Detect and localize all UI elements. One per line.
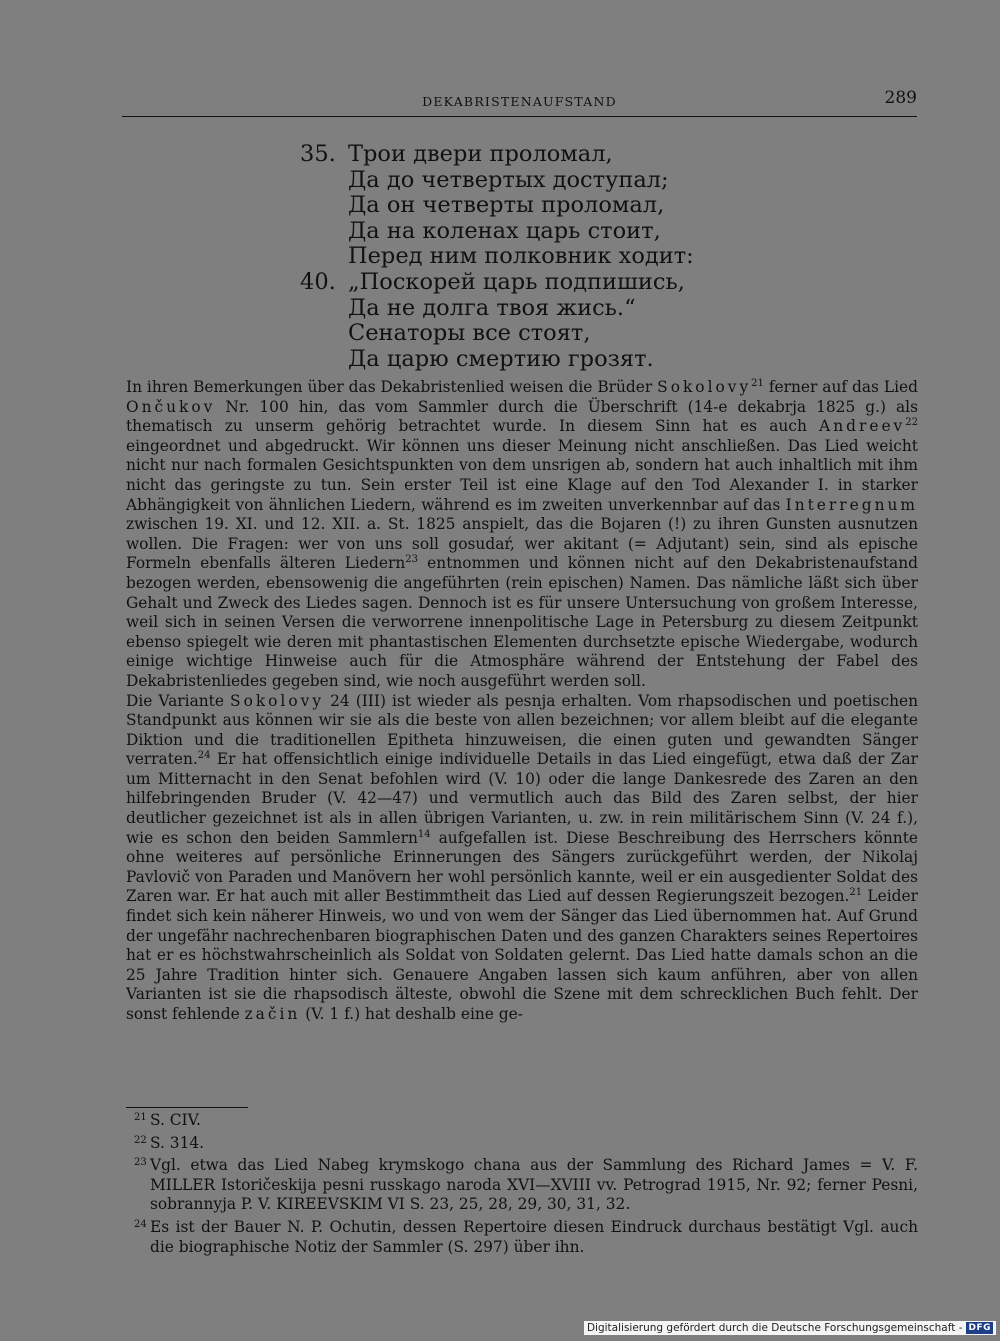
spaced-name: Ončukov	[126, 397, 216, 416]
footnote-ref: 21	[849, 887, 863, 899]
poem-line-text: Сенаторы все стоят,	[348, 320, 591, 347]
spaced-name: Sokolovy	[230, 691, 325, 710]
spaced-term: začin	[244, 1005, 301, 1023]
poem-line-text: Трои двери проломал,	[348, 141, 613, 167]
footer-text: Digitalisierung gefördert durch die Deutsche Forschungsgemeinschaft -	[586, 1322, 963, 1334]
poem-line	[300, 193, 860, 219]
poem-line	[300, 296, 860, 322]
poem-line-text: Да царю смертию грозят.	[348, 345, 654, 372]
paragraph	[126, 378, 918, 692]
poem-line	[300, 347, 860, 373]
footnote-text: Vgl. etwa das Lied Nabeg krymskogo chana aus der Sammlung des Richard James = V. F. MILLER Istoričeskija pesni russkago naroda XVI—XVIII vv. Petrograd 1915, Nr. 92; ferner Pesni, sobrannyja P. V. KIREEVSKIM VI S. 23, 25, 28, 29, 30, 31, 32.	[150, 1156, 918, 1214]
footnote-marker: 23	[134, 1157, 147, 1169]
footnote	[134, 1134, 918, 1154]
footnotes	[134, 1111, 918, 1260]
text-run: ferner auf das Lied	[763, 378, 918, 396]
poem-line	[300, 244, 860, 270]
footnote-ref: 23	[405, 554, 419, 566]
poem-line	[300, 219, 860, 245]
dfg-logo: DFG	[968, 1323, 991, 1333]
running-header	[122, 88, 917, 117]
poem-line	[300, 168, 860, 194]
poem-line-text: Да не долга твоя жись.“	[348, 294, 636, 321]
footnote-ref: 21	[751, 377, 764, 389]
footnote-ref: 14	[417, 828, 431, 840]
text-run: Leider findet sich kein näherer Hinweis, wo und von wem der Sänger das Lied übernommen hat. Auf Grund der ungefähr nachrechenbaren biographischen Daten und des ganzen Charakters seines Repertoires hat er es höchstwahrscheinlich als Soldat von Soldaten gelernt. Das Lied hatte damals schon an die 25 Jahre Tradition hinter sich. Genauere Angaben lassen sich kaum anführen, aber von allen Varianten ist sie die rhapsodisch älteste, obwohl die Szene mit dem schrecklichen Buch fehlt. Der sonst fehlende	[126, 887, 918, 1023]
line-number: 35.	[300, 141, 336, 167]
poem-line-text: „Поскорей царь подпишись,	[348, 268, 685, 295]
line-number: 40.	[300, 268, 336, 295]
body-text	[126, 378, 918, 1025]
text-run: In ihren Bemerkungen über das Dekabristenlied weisen die Brüder	[126, 378, 658, 396]
text-run: zwischen 19. XI. und 12. XII. a. St. 1825 anspielt, das die Bojaren (!) zu ihren Gunsten ausnutzen wollen. Die Fragen: wer von uns soll gosudaŕ, wer akitant (= Adjutant) sein, sind als epische Formeln ebenfalls älteren Liedern	[126, 515, 918, 573]
text-run: entnommen und können nicht auf den Dekabristenaufstand bezogen werden, ebensowenig die angeführten (rein epischen) Namen. Das nämliche läßt sich über Gehalt und Zweck des Liedes sagen. Dennoch ist es für unsere Untersuchung von großem Interesse, weil sich in seinen Versen die verworrene innenpolitische Lage in Petersburg zu diesem Zeitpunkt ebenso spiegelt wie deren mit phantastischen Elementen durchsetzte epische Wiedergabe, wodurch einige wichtige Hinweise auch für die Atmosphäre während der Entstehung der Fabel des Dekabristenliedes gegeben sind, wie noch ausgeführt werden soll.	[126, 554, 918, 690]
spaced-term: Interregnum	[785, 495, 918, 514]
page-number: 289	[884, 88, 917, 108]
paragraph	[126, 692, 918, 1025]
text-run: 24 (III) ist wieder als pesnja erhalten. Vom rhapsodischen und poetischen Standpunkt aus können wir sie als die beste von allen bezeichnen; vor allem bleibt auf die elegante Diktion und die traditionellen Epitheta hinzuweisen, die einen guten und gewandten Sänger verraten.	[126, 691, 918, 769]
text-run: (V. 1 f.) hat deshalb eine ge-	[300, 1005, 523, 1023]
text-run: Die Variante	[126, 691, 231, 710]
footnote-marker: 24	[134, 1218, 147, 1230]
footnote	[134, 1156, 918, 1215]
text-run: aufgefallen ist. Diese Beschreibung des Herrschers könnte ohne weiteres auf persönliche Erinnerungen des Sängers zurückgeführt werden, der Nikolaj Pavlovič von Paraden und Manövern her wohl persönlich kannte, weil er ein ausgedienter Soldat des Zaren war. Er hat auch mit aller Bestimmtheit das Lied auf dessen Regierungszeit bezogen.	[126, 828, 918, 906]
spaced-name: Sokolovy	[657, 378, 752, 396]
footnote-marker: 22	[134, 1134, 147, 1146]
poem-line-text: Да на коленах царь стоит,	[348, 217, 661, 244]
footnote-ref: 22	[905, 417, 918, 429]
poem-line-text: Да до четвертых доступал;	[348, 166, 669, 193]
text-run: Er hat offensichtlich einige individuelle Details in das Lied eingefügt, etwa daß der Zar um Mitternacht in den Senat befohlen wird (V. 10) oder die lange Dankesrede des Zaren an den hilfebringenden Bruder (V. 42—47) und vermutlich auch das Bild des Zaren selbst, der hier deutlicher gezeichnet ist als in allen übrigen Varianten, u. zw. in rein militärischem Sinn (V. 24 f.), wie es schon den beiden Sammlern	[126, 750, 918, 847]
poem-line-text: Да он четверты проломал,	[348, 192, 665, 219]
digitization-footer	[584, 1321, 996, 1335]
spaced-name: Andreev	[819, 417, 906, 436]
poem-line	[300, 321, 860, 347]
footnote-separator	[126, 1107, 248, 1108]
footnote	[134, 1218, 918, 1257]
footnote	[134, 1111, 918, 1131]
footnote-text: S. CIV.	[150, 1111, 201, 1129]
poem-line-text: Перед ним полковник ходит:	[348, 243, 694, 270]
footnote-text: S. 314.	[150, 1133, 205, 1152]
footnote-text: Es ist der Bauer N. P. Ochutin, dessen Repertoire diesen Eindruck durchaus bestätigt Vgl. auch die biographische Notiz der Sammler (S. 297) über ihn.	[150, 1217, 918, 1256]
footnote-marker: 21	[134, 1112, 147, 1123]
text-run: eingeordnet und abgedruckt. Wir können uns dieser Meinung nicht anschließen. Das Lied weicht nicht nur nach formalen Gesichtspunkten von dem unsrigen ab, sondern hat auch inhaltlich mit ihm nicht das geringste zu tun. Sein erster Teil ist eine Klage auf den Tod Alexander I. in starker Abhängigkeit von ähnlichen Liedern, während es im zweiten unverkennbar auf das	[126, 436, 918, 514]
poem-line	[300, 270, 860, 296]
poem-line	[300, 142, 860, 168]
footnote-ref: 24	[197, 750, 211, 762]
poem-block	[300, 142, 860, 372]
running-title: DEKABRISTENAUFSTAND	[422, 94, 617, 109]
text-run: Nr. 100 hin, das vom Sammler durch die Überschrift (14-e dekabrja 1825 g.) als thematisch zu unserm gehörig betrachtet wurde. In diesem Sinn hat es auch	[126, 397, 918, 436]
